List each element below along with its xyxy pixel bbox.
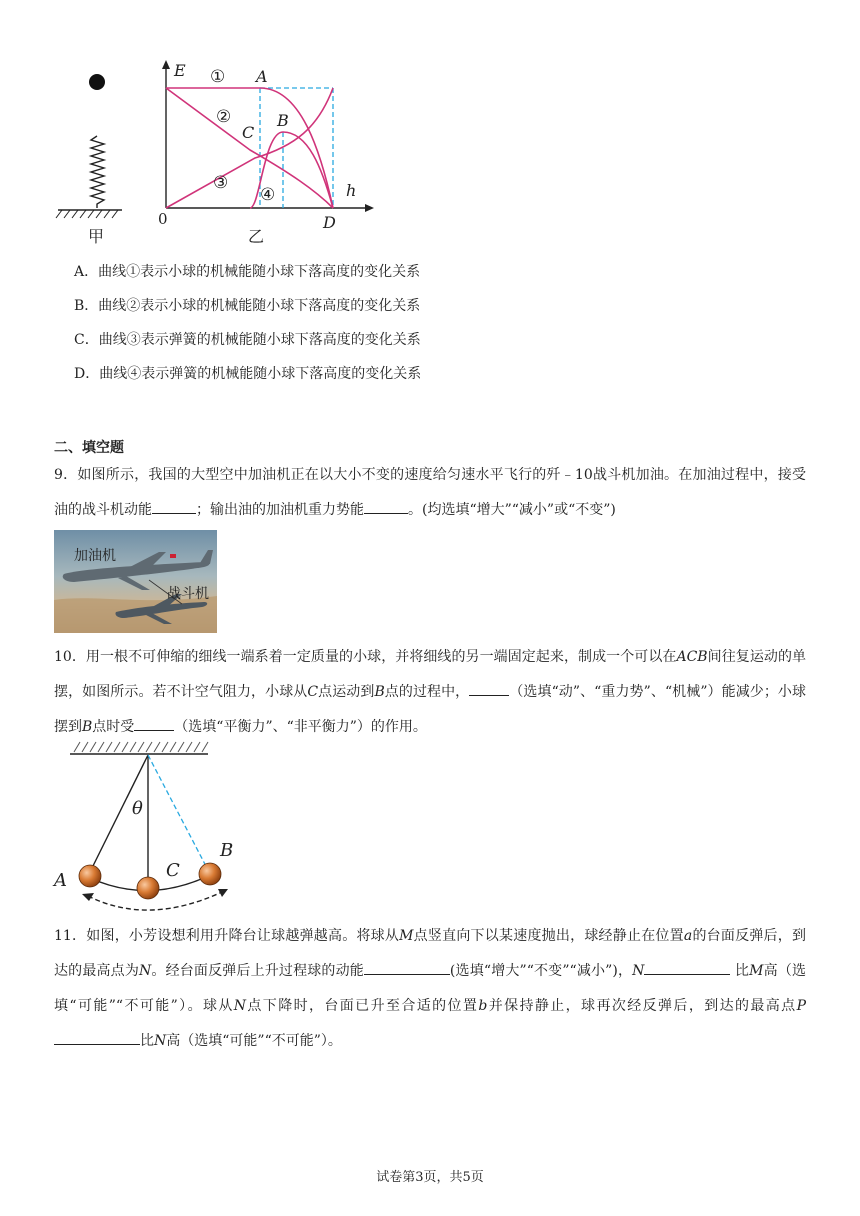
q11-text-11: 高（选填“可能”“不可能”）。 [166,1033,342,1049]
q11-text-1: 11．如图，小芳设想利用升降台让球越弹越高。将球从 [54,928,400,944]
q11-var-b: b [478,998,488,1014]
q10-blank-2[interactable] [134,714,174,731]
q11-var-p: P [796,998,806,1014]
option-c-text: 曲线③表示弹簧的机械能随小球下落高度的变化关系 [98,332,421,348]
curve-2-label: ② [216,107,232,127]
yi-label: 乙 [248,227,265,246]
q11-text-9: 并保持静止，球再次经反弹后，到达的最高点 [487,998,797,1014]
page-footer: 试卷第3页，共5页 [376,1170,484,1185]
q10-var-acb: ACB [676,649,708,665]
q11-blank-3[interactable] [54,1028,140,1045]
refueling-photo [54,530,217,633]
question-9 [54,458,806,528]
q11-text-6: 比 [735,963,750,979]
pendulum-B-label: B [220,840,234,861]
option-b-text: 曲线②表示小球的机械能随小球下落高度的变化关系 [98,298,421,314]
q10-var-b2: B [82,719,93,735]
q11-text-2: 点竖直向下以某速度抛出，球经静止在位置 [413,928,684,944]
q11-var-m: M [399,928,414,944]
option-d-text: 曲线④表示弹簧的机械能随小球下落高度的变化关系 [99,366,422,382]
jia-label: 甲 [88,227,105,246]
point-A: A [256,67,268,86]
q11-text-5: (选填“增大”“不变”“减小”)， [449,963,633,979]
axis-h-label: h [346,181,357,200]
q9-blank-1[interactable] [152,497,196,514]
q10-text-3: 点运动到 [318,684,375,700]
option-a[interactable] [74,262,420,282]
q11-text-8: 点下降时，台面已升至合适的位置 [246,998,479,1014]
label-fighter: 战斗机 [167,586,209,602]
origin-label: 0 [158,210,168,228]
energy-figure [50,58,390,250]
option-c-label: C． [74,332,99,348]
point-C: C [242,123,255,142]
q10-text-5: （选填“动”、“重力势”、“机械”）能减少；小球摆到 [54,684,806,735]
q10-var-c: C [307,684,319,700]
point-D: D [323,213,336,232]
q9-text-3: 。(均选填“增大”“减小”或“不变”) [408,502,616,518]
q11-text-3: 的台面反弹后，到达的最高点为 [54,928,806,979]
label-tanker: 加油机 [74,548,116,564]
ball [89,74,105,90]
ball-A [79,865,101,887]
q9-blank-2[interactable] [364,497,408,514]
curve-1-label: ① [210,67,226,87]
q10-text-2: 间往复运动的单摆，如图所示。若不计空气阻力，小球从 [54,649,807,700]
pendulum-C-label: C [166,860,180,881]
ball-B [199,863,221,885]
q11-var-a: a [683,928,693,944]
section-title: 二、填空题 [54,440,124,456]
pendulum-A-label: A [54,870,67,891]
axis-E-label: E [174,61,186,80]
point-B: B [277,111,289,130]
q10-text-6: 点时受 [92,719,135,735]
q11-var-m2: M [749,963,764,979]
q11-blank-2[interactable] [644,958,730,975]
option-a-text: 曲线①表示小球的机械能随小球下落高度的变化关系 [98,264,421,280]
option-d[interactable] [74,364,421,384]
q10-blank-1[interactable] [469,679,509,696]
option-b[interactable] [74,296,420,316]
string-to-B [148,755,208,870]
q10-text-1: 10．用一根不可伸缩的细线一端系着一定质量的小球，并将细线的另一端固定起来，制成一个可以在 [54,649,677,665]
q11-text-7: 高（选填“可能”“不可能”）。球从 [54,963,807,1014]
q10-var-b: B [374,684,385,700]
q10-text-7: （选填“平衡力”、“非平衡力”）的作用。 [174,719,427,735]
q11-text-4: 。经台面反弹后上升过程球的动能 [151,963,364,979]
option-c[interactable] [74,330,421,350]
q9-text-2: ；输出油的加油机重力势能 [196,502,364,518]
ball-C [137,877,159,899]
q11-var-n4: N [154,1033,167,1049]
question-10 [54,640,806,745]
curve-3-label: ③ [213,173,229,193]
option-a-label: A． [74,264,99,280]
option-d-label: D． [74,366,100,382]
q11-var-n2: N [632,963,645,979]
q11-text-10: 比 [140,1033,154,1049]
q9-text-1: 9．如图所示，我国的大型空中加油机正在以大小不变的速度给匀速水平飞行的歼﹣10战斗机加油。在加油过程中，接受油的战斗机动能 [54,467,806,518]
theta-label: θ [132,798,143,819]
option-b-label: B． [74,298,99,314]
q10-text-4: 点的过程中， [384,684,470,700]
curve-4-label: ④ [260,185,276,205]
pendulum-figure [50,738,250,922]
spring [91,136,104,208]
q11-var-n: N [139,963,152,979]
q11-blank-1[interactable] [364,958,450,975]
question-11 [54,919,806,1059]
q11-var-n3: N [233,998,247,1014]
